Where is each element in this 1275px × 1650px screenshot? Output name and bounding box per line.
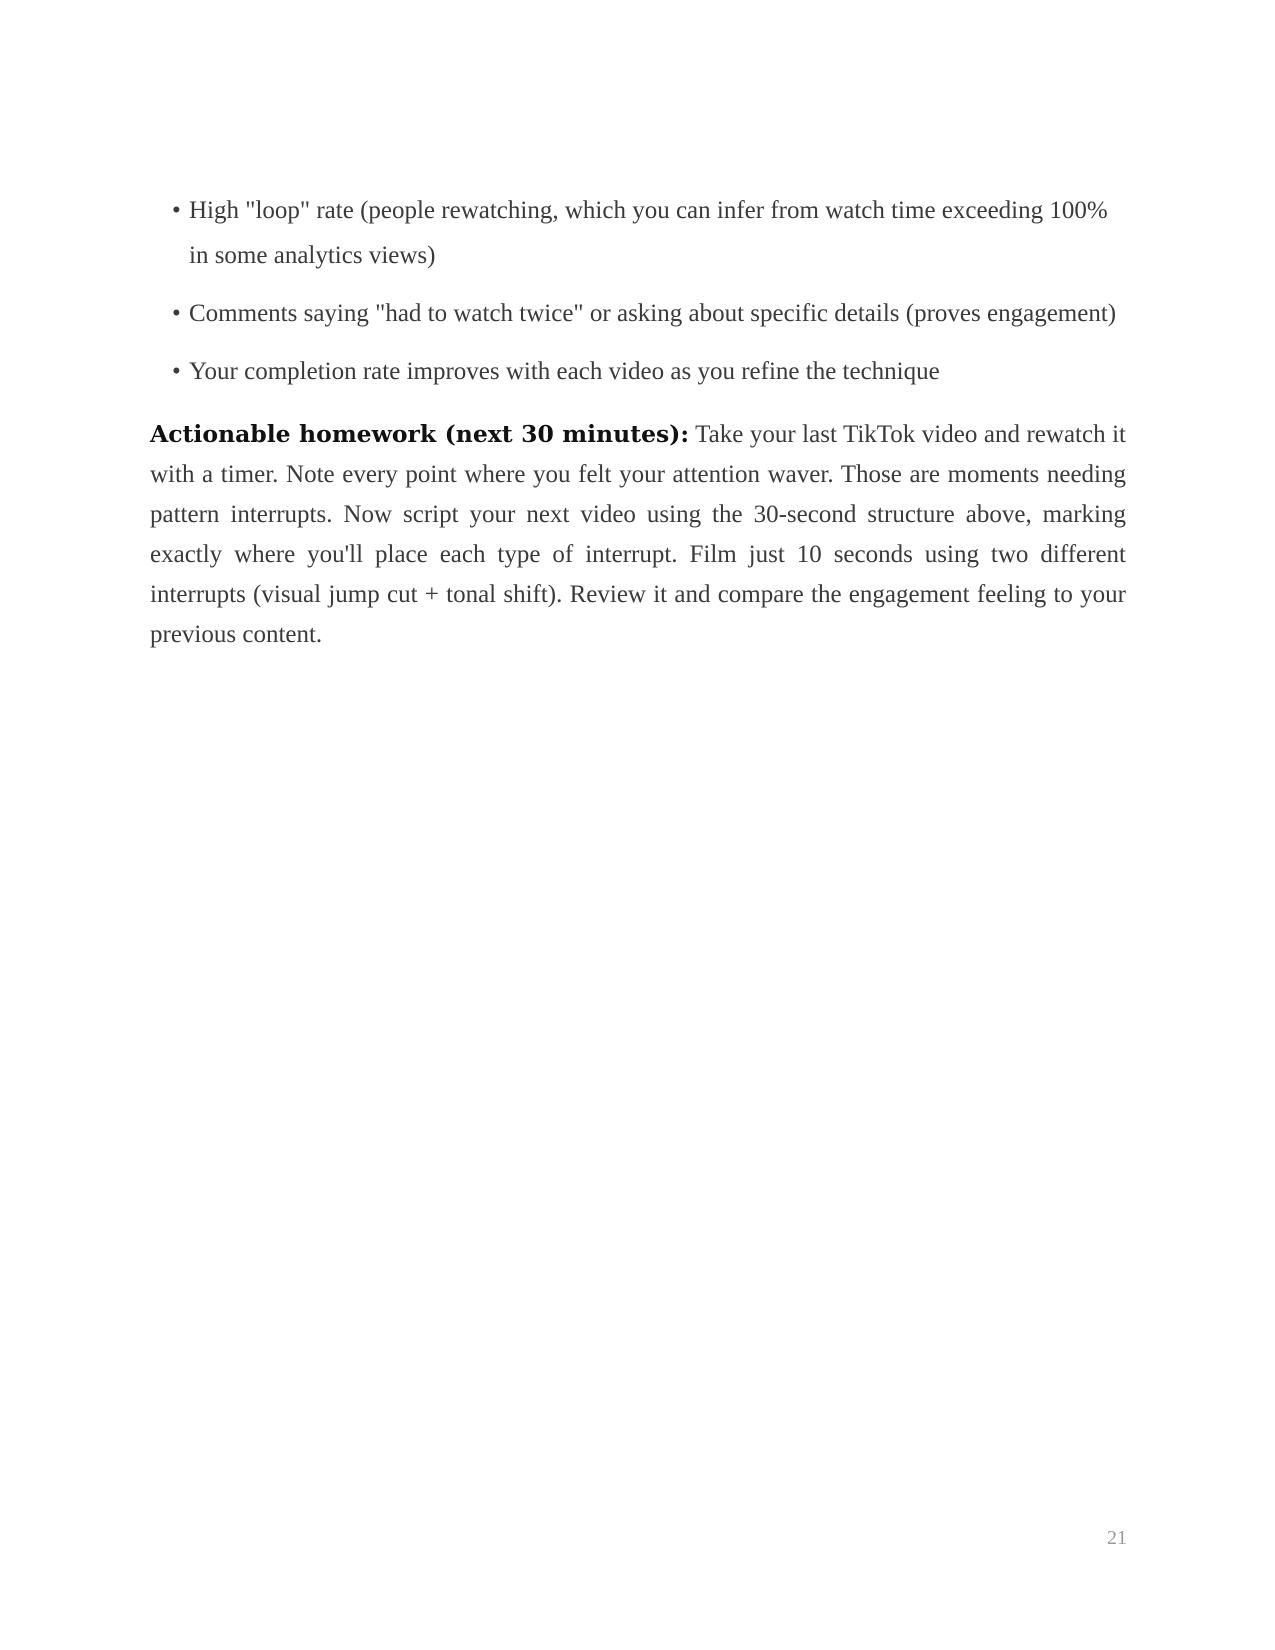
list-item-text: Your completion rate improves with each video as you refine the technique: [189, 358, 940, 385]
page-content: [150, 188, 1126, 655]
list-item-text: Comments saying "had to watch twice" or asking about specific details (proves engagement): [189, 300, 1117, 327]
bullet-marker: •: [172, 197, 181, 224]
list-item: [172, 349, 1126, 394]
homework-paragraph: [150, 414, 1126, 655]
metrics-bullet-list: [150, 188, 1126, 394]
bullet-marker: •: [172, 300, 181, 327]
list-item: [172, 291, 1126, 336]
page-number: 21: [1107, 1527, 1127, 1549]
list-item-text: High "loop" rate (people rewatching, which you can infer from watch time exceeding 100% in some analytics views): [189, 197, 1108, 269]
bullet-marker: •: [172, 358, 181, 385]
homework-text: Take your last TikTok video and rewatch it with a timer. Note every point where you felt your attention waver. Those are moments needing pattern interrupts. Now script your next video using the 30-second structure above, marking exactly where you'll place each type of interrupt. Film just 10 seconds using two different interrupts (visual jump cut + tonal shift). Review it and compare the engagement feeling to your previous content.: [150, 421, 1126, 648]
homework-label: Actionable homework (next 30 minutes):: [150, 420, 690, 448]
list-item: [172, 188, 1126, 278]
